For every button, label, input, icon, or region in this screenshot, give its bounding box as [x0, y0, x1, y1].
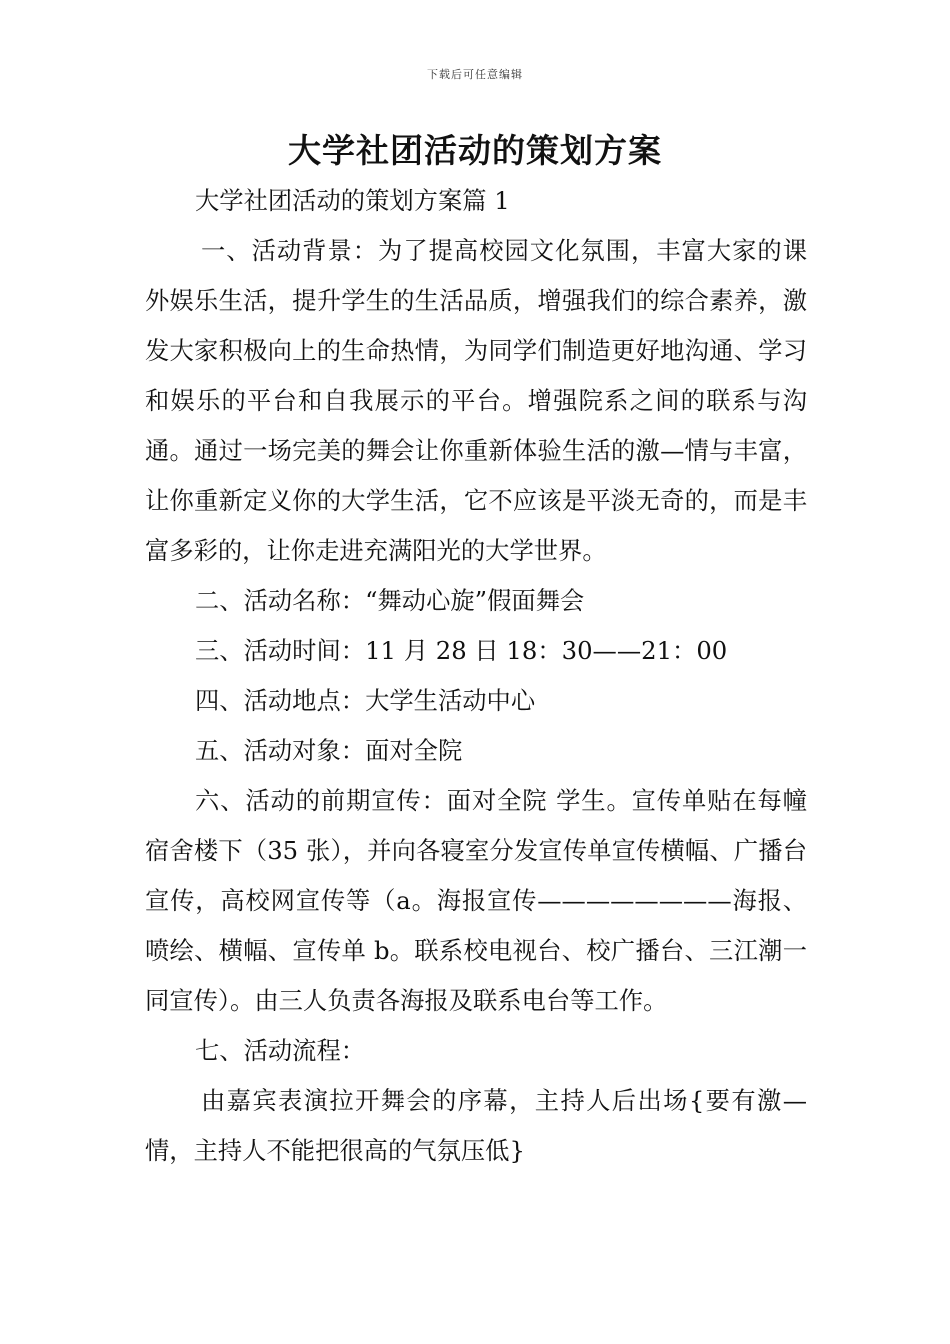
page-title: 大学社团活动的策划方案: [288, 131, 662, 170]
paragraph-audience: 五、活动对象：面对全院: [195, 736, 463, 765]
paragraph-process: 由嘉宾表演拉开舞会的序幕，主持人后出场{要有激—情，主持人不能把很高的气氛压低}: [145, 1086, 807, 1165]
section-subtitle: 大学社团活动的策划方案篇 1: [195, 186, 510, 215]
paragraph-process-heading: 七、活动流程：: [195, 1036, 366, 1065]
paragraph-name: 二、活动名称：“舞动心旋”假面舞会: [195, 586, 585, 615]
paragraph-time: 三、活动时间：11 月 28 日 18：30——21：00: [195, 636, 728, 665]
paragraph-background: 一、活动背景：为了提高校园文化氛围，丰富大家的课外娱乐生活，提升学生的生活品质，增强我们的综合素养，激发大家积极向上的生命热情，为同学们制造更好地沟通、学习和娱乐的平台和自我展示的平台。增强院系之间的联系与沟通。通过一场完美的舞会让你重新体验生活的激—情与丰富，让你重新定义你的大学生活，它不应该是平淡无奇的，而是丰富多彩的，让你走进充满阳光的大学世界。: [145, 236, 807, 565]
document-body: [145, 176, 807, 1176]
paragraph-promotion: 六、活动的前期宣传：面对全院 学生。宣传单贴在每幢宿舍楼下（35 张），并向各寝室分发宣传单宣传横幅、广播台宣传，高校网宣传等（a。海报宣传————————海报、喷绘、横幅、宣传单 b。联系校电视台、校广播台、三江潮一同宣传）。由三人负责各海报及联系电台等工作。: [145, 786, 807, 1015]
paragraph-location: 四、活动地点：大学生活动中心: [195, 686, 536, 715]
header-note: 下载后可任意编辑: [427, 68, 523, 81]
